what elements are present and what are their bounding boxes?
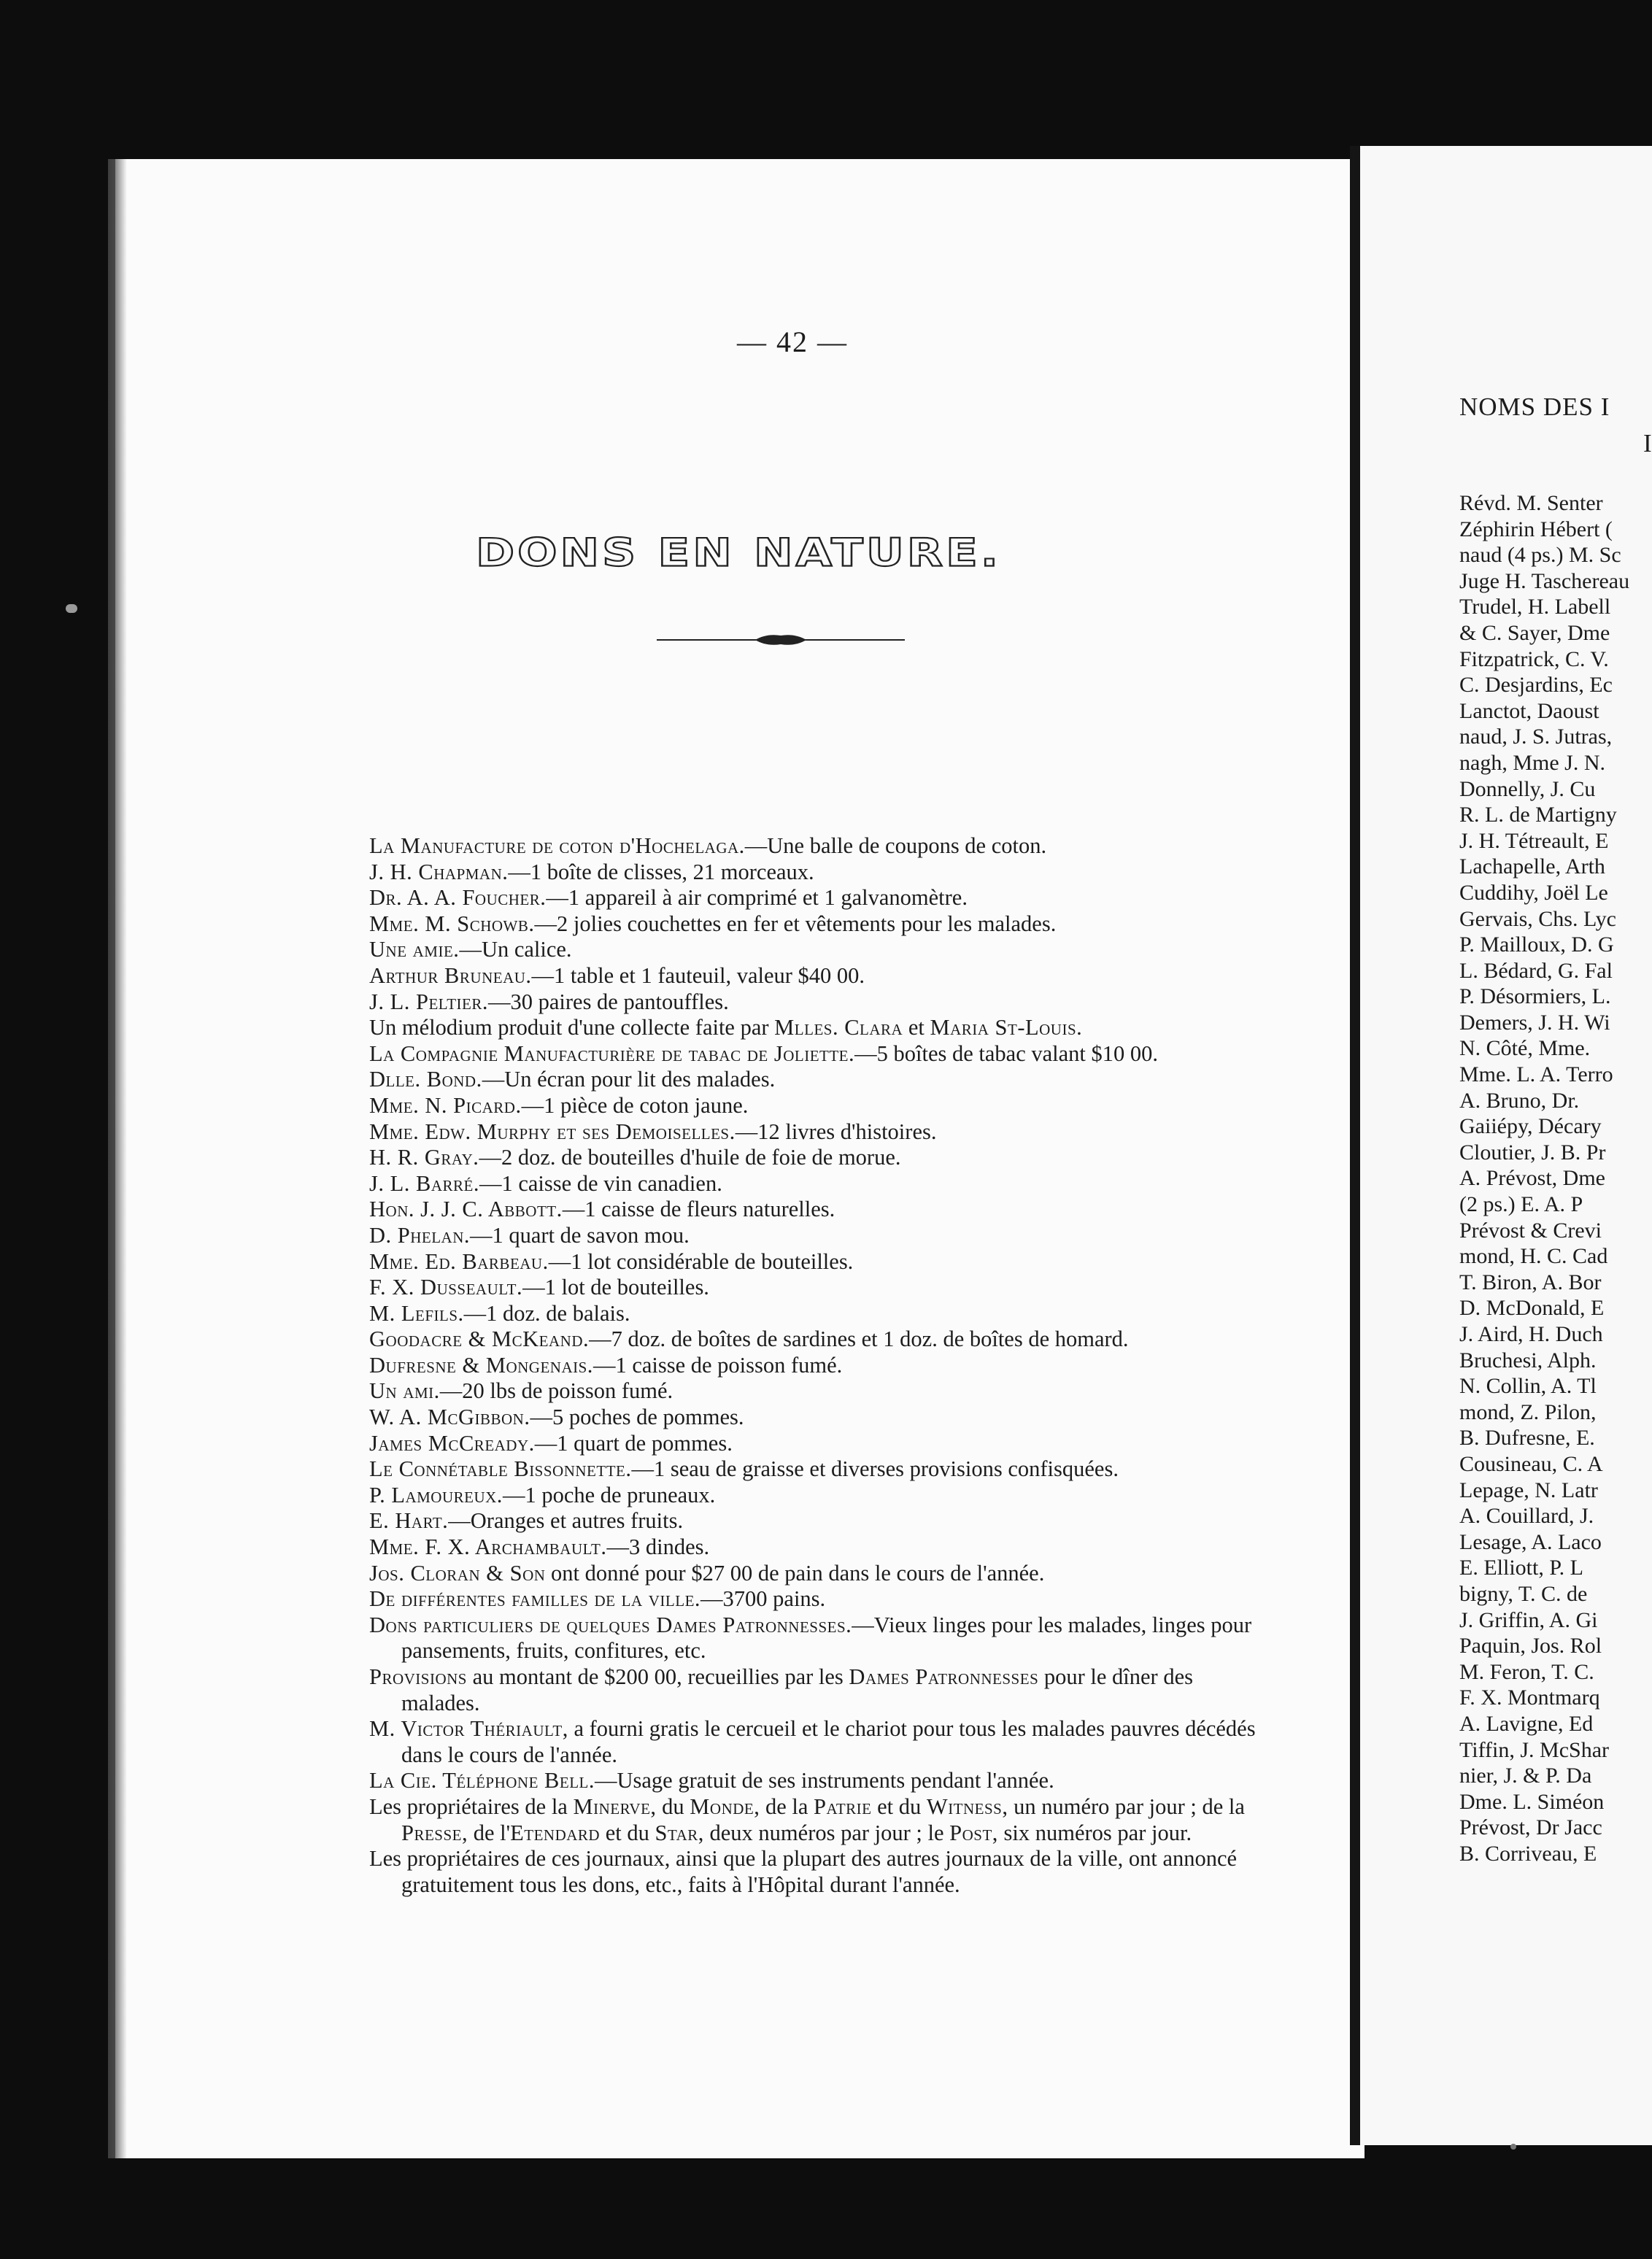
donation-entry — [369, 1794, 1267, 1846]
donation-entry — [369, 860, 1267, 886]
right-page-line: A. Prévost, Dme — [1459, 1166, 1605, 1191]
donation-text: —Un écran pour lit des malades. — [482, 1067, 776, 1092]
right-page-line: Dme. L. Siméon — [1459, 1789, 1605, 1814]
donor-name: Dr. A. A. Foucher. — [369, 885, 547, 911]
donation-entry — [369, 1483, 1267, 1509]
right-page-line: T. Biron, A. Bor — [1459, 1270, 1602, 1294]
right-page-line: L. Bédard, G. Fal — [1459, 958, 1613, 983]
donation-entry — [369, 1249, 1267, 1275]
donation-entry — [369, 1586, 1267, 1613]
donation-entry — [369, 989, 1267, 1016]
right-page-name-list — [1459, 490, 1652, 1866]
donation-text: —1 caisse de poisson fumé. — [593, 1352, 843, 1378]
donation-text: et du — [600, 1820, 655, 1845]
donation-text: Les propriétaires de la — [369, 1793, 574, 1819]
donation-text: de la — [760, 1793, 814, 1819]
donor-name: J. H. Chapman. — [369, 859, 509, 884]
right-page-line: Cloutier, J. B. Pr — [1459, 1140, 1606, 1165]
right-page-line: A. Bruno, Dr. — [1459, 1088, 1580, 1113]
donation-entry — [369, 885, 1267, 911]
donor-name: Post, — [949, 1820, 998, 1845]
right-page-line: D. McDonald, E — [1459, 1296, 1605, 1321]
donation-text: de l' — [468, 1820, 511, 1845]
donation-text: a fourni gratis le cercueil et le chariot pour tous les malades pauvres décédés dans le cours de l'année. — [401, 1716, 1262, 1767]
donation-text: —Une balle de coupons de coton. — [744, 833, 1047, 858]
page-gutter-shadow — [108, 159, 127, 2158]
right-page-line: C. Desjardins, Ec — [1459, 673, 1613, 698]
donation-entry — [369, 1119, 1267, 1146]
right-page-line: A. Couillard, J. — [1459, 1504, 1594, 1529]
right-page-line: P. Mailloux, D. G — [1459, 932, 1614, 957]
right-page-line: J. Aird, H. Duch — [1459, 1322, 1603, 1346]
right-page-line: Gervais, Chs. Lyc — [1459, 906, 1616, 931]
donation-entry — [369, 1664, 1267, 1716]
donor-name: Presse, — [401, 1820, 468, 1845]
donation-text: —1 caisse de vin canadien. — [479, 1170, 722, 1196]
donation-entry — [369, 1197, 1267, 1223]
donation-text: deux numéros par jour ; le — [703, 1820, 950, 1845]
donation-entry — [369, 1456, 1267, 1483]
right-page-line: Gaiiépy, Décary — [1459, 1114, 1602, 1139]
donor-name: James McCready. — [369, 1430, 535, 1456]
donation-entry — [369, 937, 1267, 963]
donation-entry — [369, 1015, 1267, 1041]
right-page-line: Lesage, A. Laco — [1459, 1529, 1602, 1554]
right-page-line: Lachapelle, Arth — [1459, 854, 1605, 879]
right-page-line: naud (4 ps.) M. Sc — [1459, 543, 1621, 568]
donation-text: —1 caisse de fleurs naturelles. — [562, 1197, 835, 1222]
donation-text: ont donné pour $27 00 de pain dans le cours de l'année. — [545, 1560, 1045, 1586]
donation-text: —2 doz. de bouteilles d'huile de foie de morue. — [479, 1145, 901, 1170]
right-page-line: (2 ps.) E. A. P — [1459, 1192, 1583, 1217]
donor-name: De différentes familles de la ville. — [369, 1586, 701, 1612]
ornament-divider-icon — [657, 629, 905, 651]
donor-name: Etendard — [510, 1820, 601, 1845]
right-page-line: Révd. M. Senter — [1459, 491, 1603, 515]
donor-name: Arthur Bruneau. — [369, 962, 532, 988]
donation-text: et du — [871, 1793, 927, 1819]
donor-name: Mme. M. Schowb. — [369, 911, 535, 936]
donor-name: M. Lefils. — [369, 1300, 464, 1326]
donor-name: Dlle. Bond. — [369, 1067, 482, 1092]
donation-entry — [369, 1508, 1267, 1534]
right-page-line: Bruchesi, Alph. — [1459, 1348, 1597, 1372]
right-page-line: Paquin, Jos. Rol — [1459, 1634, 1602, 1658]
right-page-line: A. Lavigne, Ed — [1459, 1711, 1594, 1736]
donation-text: —5 boîtes de tabac valant $10 00. — [854, 1040, 1159, 1066]
donation-text: —20 lbs de poisson fumé. — [439, 1378, 673, 1404]
right-page-line: J. H. Tétreault, E — [1459, 828, 1609, 853]
donor-name: Witness, — [926, 1793, 1008, 1819]
donation-text: —1 boîte de clisses, 21 morceaux. — [508, 859, 814, 884]
donor-name: Patrie — [814, 1793, 872, 1819]
right-page-line: nagh, Mme J. N. — [1459, 750, 1605, 775]
donation-text: —12 livres d'histoires. — [735, 1119, 937, 1144]
right-page-line: J. Griffin, A. Gi — [1459, 1607, 1598, 1632]
donor-name: F. X. Dusseault. — [369, 1275, 523, 1300]
donor-name: Hon. J. J. C. Abbott. — [369, 1197, 563, 1222]
donation-text: pour le dîner des malades. — [401, 1664, 1199, 1715]
donation-entry — [369, 833, 1267, 860]
donor-name: Une amie. — [369, 937, 460, 962]
donor-name: Dons particuliers de quelques Dames Patronnesses. — [369, 1612, 852, 1637]
right-page-line: N. Côté, Mme. — [1459, 1036, 1591, 1061]
right-page-line: M. Feron, T. C. — [1459, 1659, 1594, 1684]
right-page-line: R. L. de Martigny — [1459, 803, 1617, 827]
donation-text: du — [656, 1793, 690, 1819]
donation-text: —7 doz. de boîtes de sardines et 1 doz. de boîtes de homard. — [589, 1327, 1129, 1352]
donor-name: Mme. Edw. Murphy et ses Demoiselles. — [369, 1119, 736, 1144]
donor-name: Le Connétable Bissonnette. — [369, 1456, 632, 1482]
right-page-line: & C. Sayer, Dme — [1459, 620, 1610, 645]
donation-entry — [369, 1613, 1267, 1664]
donor-name: Un ami. — [369, 1378, 440, 1404]
donor-name: D. Phelan. — [369, 1222, 471, 1248]
donation-entry — [369, 1534, 1267, 1561]
donation-text: —1 doz. de balais. — [463, 1300, 630, 1326]
right-page-line: B. Corriveau, E — [1459, 1841, 1597, 1866]
donor-name: Mme. F. X. Archambault. — [369, 1534, 607, 1560]
donation-text: —Usage gratuit de ses instruments pendant l'année. — [594, 1768, 1054, 1793]
right-page-line: bigny, T. C. de — [1459, 1581, 1588, 1606]
donor-name: Dufresne & Mongenais. — [369, 1352, 593, 1378]
right-page-line: Juge H. Taschereau — [1459, 568, 1630, 593]
donation-entry — [369, 1171, 1267, 1197]
donation-entry — [369, 1716, 1267, 1768]
donor-name: M. Victor Thériault, — [369, 1716, 568, 1742]
donation-entry — [369, 1301, 1267, 1327]
donation-text: —2 jolies couchettes en fer et vêtements pour les malades. — [534, 911, 1057, 936]
right-page-heading-line2: I — [1643, 429, 1652, 457]
donor-name: La Cie. Téléphone Bell. — [369, 1768, 595, 1793]
donation-entry — [369, 963, 1267, 989]
donor-name: W. A. McGibbon. — [369, 1405, 530, 1430]
right-page-line: Tiffin, J. McShar — [1459, 1737, 1610, 1762]
donation-entry — [369, 1041, 1267, 1067]
donation-entry — [369, 1353, 1267, 1379]
right-page-line: Demers, J. H. Wi — [1459, 1010, 1610, 1035]
right-page-line: B. Dufresne, E. — [1459, 1426, 1595, 1451]
donation-text: —1 poche de pruneaux. — [502, 1482, 716, 1507]
donation-text: —1 appareil à air comprimé et 1 galvanomètre. — [546, 885, 968, 911]
donor-name: Maria St-Louis. — [930, 1015, 1083, 1040]
donation-text: et — [903, 1015, 930, 1040]
donation-text: —Vieux linges pour les malades, linges pour pansements, fruits, confitures, etc. — [401, 1612, 1257, 1664]
donation-entry — [369, 1275, 1267, 1301]
right-page-line: Donnelly, J. Cu — [1459, 776, 1596, 801]
donor-name: La Compagnie Manufacturière de tabac de Joliette. — [369, 1040, 855, 1066]
donation-text: —1 pièce de coton jaune. — [521, 1092, 749, 1118]
right-page-line: Fitzpatrick, C. V. — [1459, 646, 1609, 671]
donation-entry — [369, 1768, 1267, 1794]
right-page-line: nier, J. & P. Da — [1459, 1764, 1592, 1788]
donor-name: Jos. Cloran & Son — [369, 1560, 546, 1586]
right-page-line: Zéphirin Hébert ( — [1459, 517, 1613, 541]
right-page-line: mond, Z. Pilon, — [1459, 1399, 1597, 1424]
donation-entry — [369, 1327, 1267, 1353]
right-page-speck — [1510, 2144, 1516, 2150]
donation-text: —3700 pains. — [700, 1586, 826, 1612]
right-page-line: Trudel, H. Labell — [1459, 595, 1611, 619]
donor-name: J. L. Peltier. — [369, 989, 488, 1014]
donations-list — [369, 833, 1267, 1898]
donation-entry — [369, 911, 1267, 938]
donation-text: Les propriétaires de ces journaux, ainsi que la plupart des autres journaux de la ville, ont annoncé gratuitement tous les dons, etc., faits à l'Hôpital durant l'année. — [369, 1846, 1243, 1897]
donation-text: un numéro par jour ; de la — [1008, 1793, 1251, 1819]
donor-name: Goodacre & McKeand. — [369, 1327, 590, 1352]
donation-text: Un mélodium produit d'une collecte faite par — [369, 1015, 775, 1040]
donor-name: Monde, — [690, 1793, 760, 1819]
donation-entry — [369, 1405, 1267, 1431]
right-page-line: P. Désormiers, L. — [1459, 984, 1611, 1009]
donation-entry — [369, 1561, 1267, 1587]
right-page-line: naud, J. S. Jutras, — [1459, 725, 1613, 749]
donor-name: Star, — [655, 1820, 704, 1845]
donor-name: La Manufacture de coton d'Hochelaga. — [369, 833, 745, 858]
right-page-line: Lanctot, Daoust — [1459, 698, 1599, 723]
donation-text: —Un calice. — [459, 937, 572, 962]
page-title: DONS EN NATURE. — [476, 531, 1002, 576]
donation-entry — [369, 1067, 1267, 1093]
donation-text: —1 quart de savon mou. — [470, 1222, 690, 1248]
donation-entry — [369, 1145, 1267, 1171]
right-page-line: E. Elliott, P. L — [1459, 1556, 1584, 1580]
margin-speck — [66, 604, 77, 613]
right-page-line: Cousineau, C. A — [1459, 1451, 1603, 1476]
donor-name: Mlles. Clara — [774, 1015, 903, 1040]
right-page-heading: NOMS DES I — [1459, 393, 1610, 421]
donation-text: au montant de $200 00, recueillies par les — [466, 1664, 849, 1689]
donation-text: —3 dindes. — [606, 1534, 710, 1560]
right-page-line: Mme. L. A. Terro — [1459, 1062, 1613, 1087]
donation-entry — [369, 1223, 1267, 1249]
donation-text: —Oranges et autres fruits. — [448, 1508, 684, 1534]
donor-name: Mme. Ed. Barbeau. — [369, 1248, 549, 1274]
donor-name: Provisions — [369, 1664, 467, 1689]
donor-name: E. Hart. — [369, 1508, 449, 1534]
donor-name: J. L. Barré. — [369, 1170, 479, 1196]
donation-text: —5 poches de pommes. — [530, 1405, 744, 1430]
donation-text: —30 paires de pantouffles. — [487, 989, 729, 1014]
donation-text: —1 seau de graisse et diverses provisions confisquées. — [631, 1456, 1119, 1482]
right-page-line: Lepage, N. Latr — [1459, 1478, 1598, 1502]
right-page-line: Prévost, Dr Jacc — [1459, 1815, 1602, 1840]
page-number: — 42 — — [737, 325, 848, 358]
donation-text: —1 lot de bouteilles. — [522, 1275, 709, 1300]
donor-name: H. R. Gray. — [369, 1145, 479, 1170]
donation-text: —1 table et 1 fauteuil, valeur $40 00. — [531, 962, 865, 988]
donor-name: Mme. N. Picard. — [369, 1092, 522, 1118]
donation-text: —1 quart de pommes. — [534, 1430, 733, 1456]
donation-text: six numéros par jour. — [997, 1820, 1192, 1845]
donation-entry — [369, 1846, 1267, 1898]
donation-entry — [369, 1093, 1267, 1119]
donation-text: —1 lot considérable de bouteilles. — [548, 1248, 854, 1274]
right-page-line: Prévost & Crevi — [1459, 1218, 1602, 1243]
right-page-line: N. Collin, A. Tl — [1459, 1374, 1597, 1399]
donation-entry — [369, 1431, 1267, 1457]
right-page-line: mond, H. C. Cad — [1459, 1244, 1608, 1269]
donor-name: Minerve, — [573, 1793, 657, 1819]
donation-entry — [369, 1378, 1267, 1405]
right-page-line: Cuddihy, Joël Le — [1459, 880, 1608, 905]
right-page-line: F. X. Montmarq — [1459, 1685, 1600, 1710]
donor-name: Dames Patronnesses — [849, 1664, 1039, 1689]
donor-name: P. Lamoureux. — [369, 1482, 503, 1507]
